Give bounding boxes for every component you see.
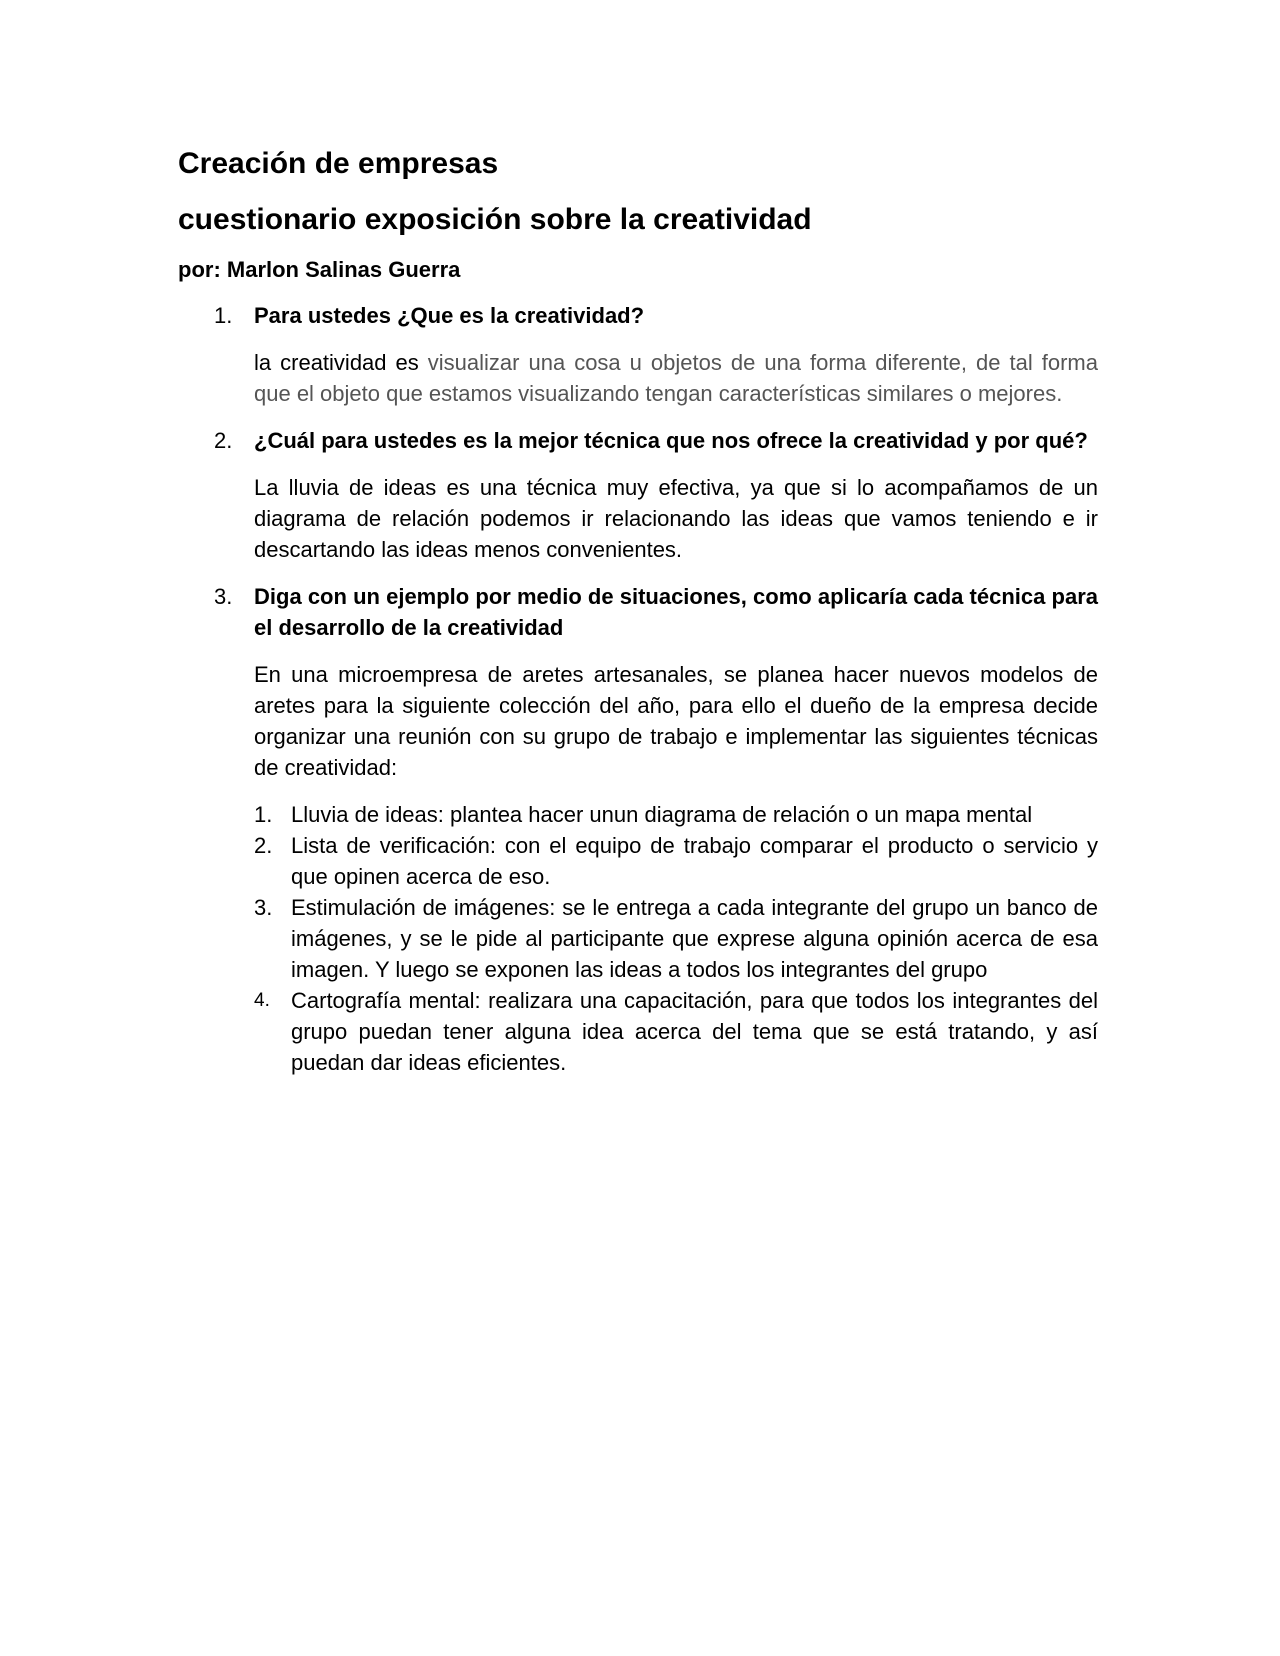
document-title: Creación de empresas bbox=[178, 147, 499, 180]
question-number: 2. bbox=[214, 428, 233, 453]
answer-rest: visualizar una cosa u objetos de una forma diferente, de tal forma que el objeto que estamos visualizando tengan características similares o mejores. bbox=[254, 350, 1098, 406]
answer-text: La lluvia de ideas es una técnica muy efectiva, ya que si lo acompañamos de un diagrama de relación podemos ir relacionando las ideas que vamos teniendo e ir descartando las ideas menos convenientes. bbox=[254, 475, 1098, 562]
techniques-list bbox=[254, 799, 1098, 1078]
question-number: 1. bbox=[214, 303, 233, 328]
list-item-text: Lluvia de ideas: plantea hacer unun diagrama de relación o un mapa mental bbox=[291, 802, 1033, 827]
question-item-2 bbox=[178, 425, 1098, 565]
list-item-number: 2. bbox=[254, 833, 273, 858]
list-item bbox=[254, 830, 1098, 892]
answer-text bbox=[254, 347, 1098, 409]
answer-lead: la creatividad es bbox=[254, 350, 419, 375]
question-text: ¿Cuál para ustedes es la mejor técnica que nos ofrece la creatividad y por qué? bbox=[254, 428, 1088, 453]
list-item bbox=[254, 892, 1098, 985]
list-item-text: Lista de verificación: con el equipo de trabajo comparar el producto o servicio y que opinen acerca de eso. bbox=[291, 833, 1098, 889]
question-item-1 bbox=[178, 300, 1098, 409]
document-subtitle: cuestionario exposición sobre la creatividad bbox=[178, 203, 812, 236]
question-text: Para ustedes ¿Que es la creatividad? bbox=[254, 303, 645, 328]
document-page bbox=[178, 142, 1098, 1094]
question-number: 3. bbox=[214, 584, 233, 609]
document-author: por: Marlon Salinas Guerra bbox=[178, 257, 461, 282]
answer-text: En una microempresa de aretes artesanales, se planea hacer nuevos modelos de aretes para la siguiente colección del año, para ello el dueño de la empresa decide organizar una reunión con su grupo de trabajo e implementar las siguientes técnicas de creatividad: bbox=[254, 662, 1098, 780]
list-item-text: Estimulación de imágenes: se le entrega a cada integrante del grupo un banco de imágenes, y se le pide al participante que exprese alguna opinión acerca de esa imagen. Y luego se exponen las ideas a todos los integrantes del grupo bbox=[291, 895, 1098, 982]
list-item-text: Cartografía mental: realizara una capacitación, para que todos los integrantes del grupo puedan tener alguna idea acerca del tema que se está tratando, y así puedan dar ideas eficientes. bbox=[291, 988, 1098, 1075]
list-item bbox=[254, 799, 1098, 830]
list-item-number: 3. bbox=[254, 895, 273, 920]
list-item bbox=[254, 985, 1098, 1078]
question-text: Diga con un ejemplo por medio de situaciones, como aplicaría cada técnica para el desarrollo de la creatividad bbox=[254, 584, 1098, 640]
list-item-number: 4. bbox=[254, 990, 270, 1011]
question-item-3 bbox=[178, 581, 1098, 1078]
list-item-number: 1. bbox=[254, 802, 273, 827]
